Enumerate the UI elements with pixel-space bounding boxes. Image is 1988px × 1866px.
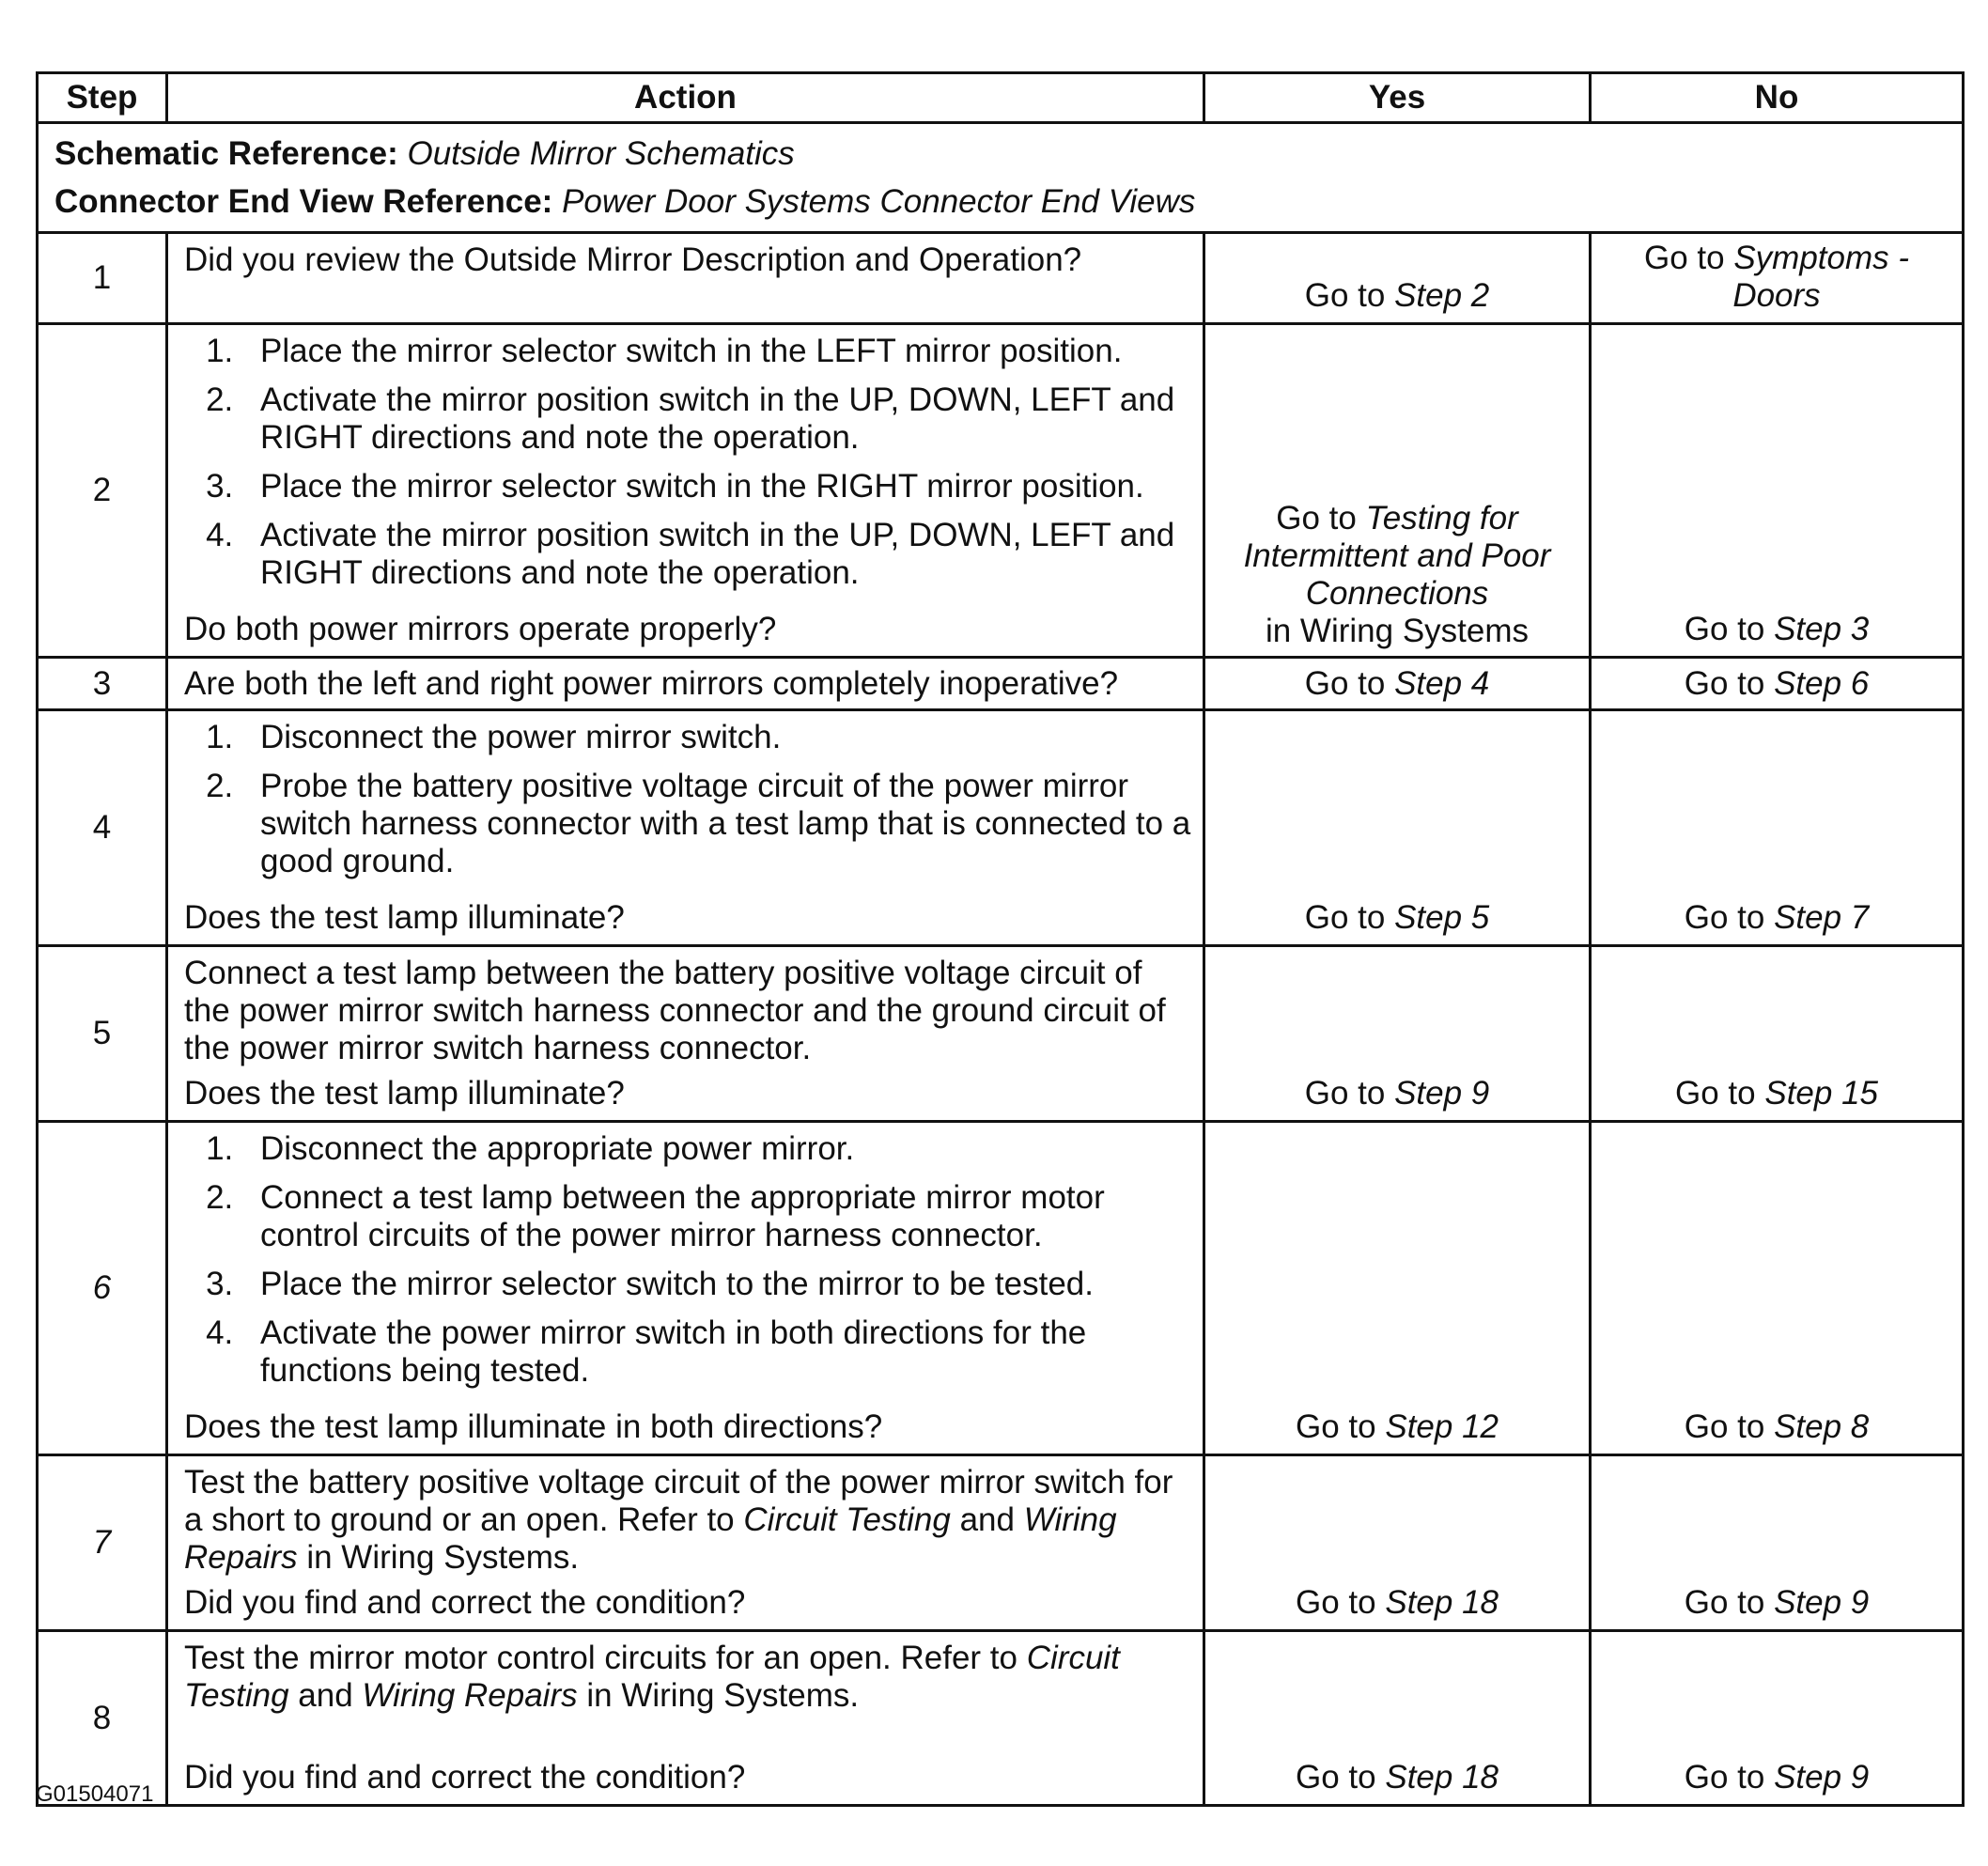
step-number: 7 (38, 1455, 167, 1631)
action-text-part: Test the mirror motor control circuits for an open. Refer to (184, 1640, 1027, 1676)
table-row-step-1 (38, 233, 1964, 324)
schematic-reference-link[interactable]: Outside Mirror Schematics (407, 135, 795, 172)
header-row (38, 73, 1964, 123)
procedure-item: 2. Probe the battery positive voltage circuit of the power mirror switch harness connector with a test lamp that is connected to a good ground. (242, 768, 1191, 880)
yes-link[interactable]: Testing for Intermittent and Poor Connections (1243, 500, 1551, 612)
question-text: Does the test lamp illuminate? (184, 1075, 625, 1112)
action-text-part: Test the battery positive voltage circuit of the power mirror switch for a short to ground or an open. Refer to (184, 1464, 1173, 1538)
figure-id: G01504071 (36, 1781, 154, 1807)
step-number: 2 (38, 324, 167, 658)
no-prefix: Go to (1643, 240, 1725, 276)
no-link[interactable]: Step 9 (1774, 1759, 1870, 1796)
no-prefix: Go to (1684, 1408, 1765, 1445)
no-cell (1591, 946, 1964, 1122)
yes-link[interactable]: Step 18 (1385, 1584, 1499, 1621)
wiring-repairs-link[interactable]: Wiring Repairs (184, 1501, 1117, 1576)
table-row-step-7 (38, 1455, 1964, 1631)
procedure-item: 1. Disconnect the power mirror switch. (242, 719, 1191, 756)
yes-link[interactable]: Step 4 (1394, 664, 1490, 702)
table-row-step-8 (38, 1631, 1964, 1806)
step-number: 4 (38, 710, 167, 946)
yes-prefix: Go to (1304, 1075, 1386, 1112)
yes-prefix: Go to (1304, 899, 1386, 936)
procedure-item: 3. Place the mirror selector switch in the RIGHT mirror position. (242, 468, 1191, 505)
procedure-item: 1. Disconnect the appropriate power mirror. (242, 1130, 1191, 1168)
no-link[interactable]: Symptoms - Doors (1732, 240, 1910, 314)
no-prefix: Go to (1684, 1759, 1765, 1796)
header-action: Action (167, 73, 1204, 123)
step-number: 1 (38, 233, 167, 324)
no-prefix: Go to (1675, 1075, 1756, 1112)
table-row-step-2 (38, 324, 1964, 658)
action-cell (167, 1122, 1204, 1455)
yes-link[interactable]: Step 9 (1394, 1075, 1490, 1112)
no-cell (1591, 1122, 1964, 1455)
action-cell (167, 1631, 1204, 1806)
table-row-step-6 (38, 1122, 1964, 1455)
question-text: Does the test lamp illuminate in both directions? (184, 1408, 883, 1445)
reference-row (38, 123, 1964, 233)
yes-link[interactable]: Step 18 (1385, 1759, 1499, 1796)
schematic-reference (54, 130, 1946, 178)
yes-prefix: Go to (1296, 1759, 1376, 1796)
action-text: Connect a test lamp between the battery positive voltage circuit of the power mirror switch harness connector and the ground circuit of the power mirror switch harness connector. (184, 955, 1166, 1066)
no-cell (1591, 710, 1964, 946)
no-prefix: Go to (1684, 664, 1765, 702)
table-row-step-4 (38, 710, 1964, 946)
step-number: 6 (38, 1122, 167, 1455)
yes-cell (1204, 946, 1591, 1122)
table-row-step-5 (38, 946, 1964, 1122)
action-text-part: and (288, 1677, 363, 1714)
table-row-step-3 (38, 658, 1964, 710)
procedure-item: 4. Activate the mirror position switch in the UP, DOWN, LEFT and RIGHT directions and note the operation. (242, 517, 1191, 592)
reference-cell (38, 123, 1964, 233)
yes-prefix: Go to (1304, 277, 1386, 314)
yes-cell (1204, 1631, 1591, 1806)
procedure-item: 4. Activate the power mirror switch in both directions for the functions being tested. (242, 1314, 1191, 1390)
action-cell (167, 1455, 1204, 1631)
no-prefix: Go to (1684, 1584, 1765, 1621)
action-cell (167, 946, 1204, 1122)
step-number: 3 (38, 658, 167, 710)
action-text: Are both the left and right power mirrors completely inoperative? (184, 664, 1119, 702)
action-cell (167, 658, 1204, 710)
procedure-item: 1. Place the mirror selector switch in the LEFT mirror position. (242, 333, 1191, 370)
procedure-list (184, 719, 1191, 880)
procedure-item: 2. Connect a test lamp between the appropriate mirror motor control circuits of the power mirror harness connector. (242, 1179, 1191, 1254)
procedure-item: 2. Activate the mirror position switch in the UP, DOWN, LEFT and RIGHT directions and note the operation. (242, 381, 1191, 457)
yes-prefix: Go to (1304, 664, 1386, 702)
no-cell (1591, 1631, 1964, 1806)
yes-cell (1204, 710, 1591, 946)
no-cell (1591, 324, 1964, 658)
header-no: No (1591, 73, 1964, 123)
diagnostic-table (36, 71, 1965, 1807)
no-link[interactable]: Step 9 (1774, 1584, 1870, 1621)
yes-cell (1204, 658, 1591, 710)
yes-cell (1204, 324, 1591, 658)
connector-reference-label: Connector End View Reference: (54, 183, 553, 220)
header-step: Step (38, 73, 167, 123)
no-link[interactable]: Step 15 (1764, 1075, 1878, 1112)
yes-prefix: Go to (1296, 1408, 1376, 1445)
action-cell (167, 324, 1204, 658)
circuit-testing-link[interactable]: Circuit Testing (743, 1501, 951, 1538)
action-cell (167, 710, 1204, 946)
step-number: 5 (38, 946, 167, 1122)
circuit-testing-link[interactable]: Circuit Testing (184, 1640, 1120, 1714)
no-prefix: Go to (1684, 899, 1765, 936)
yes-cell (1204, 233, 1591, 324)
action-text (184, 1640, 1191, 1715)
step-number: 8 (38, 1631, 167, 1806)
action-text-part: and (950, 1501, 1024, 1538)
connector-reference-link[interactable]: Power Door Systems Connector End Views (562, 183, 1196, 220)
no-cell (1591, 658, 1964, 710)
procedure-item: 3. Place the mirror selector switch to the mirror to be tested. (242, 1266, 1191, 1303)
wiring-repairs-link[interactable]: Wiring Repairs (362, 1677, 578, 1714)
question-text: Did you find and correct the condition? (184, 1584, 746, 1621)
question-text: Do both power mirrors operate properly? (184, 611, 777, 647)
question-text: Did you find and correct the condition? (184, 1759, 746, 1796)
yes-suffix: in Wiring Systems (1265, 613, 1530, 649)
question-text: Does the test lamp illuminate? (184, 899, 625, 936)
no-link[interactable]: Step 6 (1774, 664, 1870, 702)
yes-cell (1204, 1122, 1591, 1455)
schematic-reference-label: Schematic Reference: (54, 135, 398, 172)
action-text-part: in Wiring Systems. (577, 1677, 860, 1714)
no-link[interactable]: Step 7 (1774, 899, 1870, 936)
action-text (184, 1464, 1191, 1577)
yes-prefix: Go to (1296, 1584, 1376, 1621)
no-link[interactable]: Step 3 (1774, 611, 1870, 647)
header-yes: Yes (1204, 73, 1591, 123)
procedure-list (184, 333, 1191, 592)
action-cell (167, 233, 1204, 324)
yes-link[interactable]: Step 2 (1394, 277, 1490, 314)
yes-link[interactable]: Step 12 (1385, 1408, 1499, 1445)
no-prefix: Go to (1684, 611, 1765, 647)
yes-prefix: Go to (1276, 500, 1357, 536)
action-text: Did you review the Outside Mirror Description and Operation? (184, 241, 1082, 278)
action-text-part: in Wiring Systems. (297, 1539, 580, 1576)
connector-reference (54, 178, 1946, 225)
no-cell (1591, 233, 1964, 324)
no-cell (1591, 1455, 1964, 1631)
yes-cell (1204, 1455, 1591, 1631)
yes-link[interactable]: Step 5 (1394, 899, 1490, 936)
no-link[interactable]: Step 8 (1774, 1408, 1870, 1445)
procedure-list (184, 1130, 1191, 1390)
